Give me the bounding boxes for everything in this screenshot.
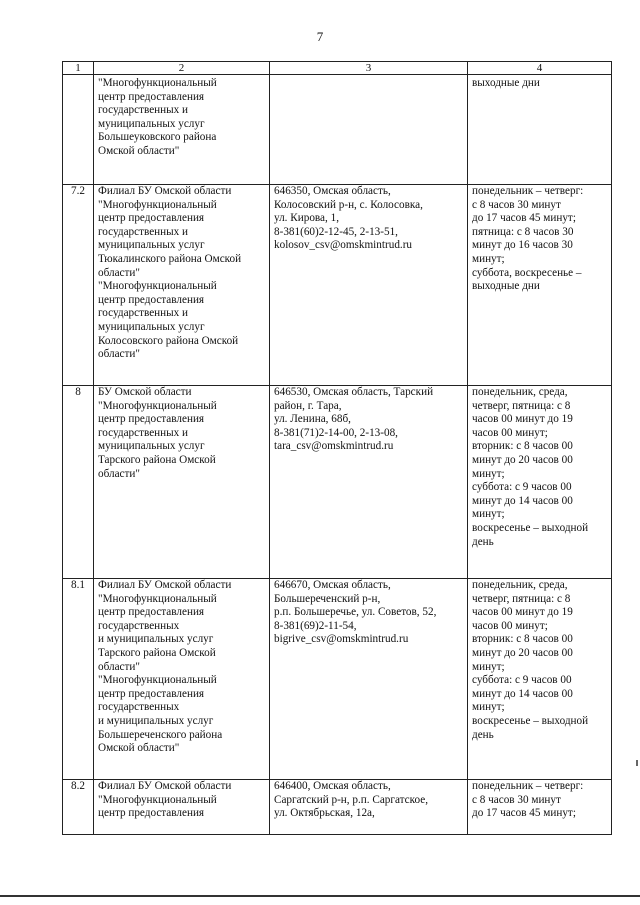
scan-edge-mark	[636, 760, 638, 766]
organization-name: "Многофункциональный центр предоставления государственных и муниципальных услуг Большеуковского района Омской области"	[94, 75, 270, 185]
table-row	[63, 386, 612, 579]
organization-name: БУ Омской области "Многофункциональный центр предоставления государственных и муниципальных услуг Тарского района Омской области"	[94, 386, 270, 579]
services-table	[62, 61, 612, 835]
column-header-3: 3	[270, 62, 468, 75]
address-contacts: 646350, Омская область, Колосовский р-н, с. Колосовка, ул. Кирова, 1, 8-381(60)2-12-45, 2-13-51, kolosov_csv@omskmintrud.ru	[270, 185, 468, 386]
working-hours: понедельник, среда, четверг, пятница: с 8 часов 00 минут до 19 часов 00 минут; вторник: с 8 часов 00 минут до 20 часов 00 минут; суббота: с 9 часов 00 минут до 14 часов 00 минут; воскресенье – выходной день	[468, 386, 612, 579]
working-hours: понедельник – четверг: с 8 часов 30 минут до 17 часов 45 минут;	[468, 780, 612, 835]
table-header-row	[63, 62, 612, 75]
column-header-1: 1	[63, 62, 94, 75]
organization-name: Филиал БУ Омской области "Многофункциональный центр предоставления государственных и муниципальных услуг Тюкалинского района Омской области" "Многофункциональный центр предоставления государственных и муниципальных услуг Колосовского района Омской области"	[94, 185, 270, 386]
address-contacts: 646400, Омская область, Саргатский р-н, р.п. Саргатское, ул. Октябрьская, 12а,	[270, 780, 468, 835]
table-row	[63, 579, 612, 780]
row-number: 8	[63, 386, 94, 579]
column-header-2: 2	[94, 62, 270, 75]
address-contacts: 646530, Омская область, Тарский район, г. Тара, ул. Ленина, 68б, 8-381(71)2-14-00, 2-13-08, tara_csv@omskmintrud.ru	[270, 386, 468, 579]
organization-name: Филиал БУ Омской области "Многофункциональный центр предоставления	[94, 780, 270, 835]
column-header-4: 4	[468, 62, 612, 75]
working-hours: понедельник – четверг: с 8 часов 30 минут до 17 часов 45 минут; пятница: с 8 часов 30 минут до 16 часов 30 минут; суббота, воскресенье – выходные дни	[468, 185, 612, 386]
working-hours: понедельник, среда, четверг, пятница: с 8 часов 00 минут до 19 часов 00 минут; вторник: с 8 часов 00 минут до 20 часов 00 минут; суббота: с 9 часов 00 минут до 14 часов 00 минут; воскресенье – выходной день	[468, 579, 612, 780]
table-row	[63, 780, 612, 835]
page-bottom-rule	[0, 895, 640, 897]
address-contacts: 646670, Омская область, Большереченский р-н, р.п. Большеречье, ул. Советов, 52, 8-381(69)2-11-54, bigrive_csv@omskmintrud.ru	[270, 579, 468, 780]
working-hours: выходные дни	[468, 75, 612, 185]
row-number: 7.2	[63, 185, 94, 386]
row-number: 8.1	[63, 579, 94, 780]
row-number: 8.2	[63, 780, 94, 835]
organization-name: Филиал БУ Омской области "Многофункциональный центр предоставления государственных и муниципальных услуг Тарского района Омской области" "Многофункциональный центр предоставления государственных и муниципальных услуг Большереченского района Омской области"	[94, 579, 270, 780]
page-number: 7	[316, 29, 324, 44]
address-contacts	[270, 75, 468, 185]
table-row	[63, 75, 612, 185]
row-number	[63, 75, 94, 185]
table-row	[63, 185, 612, 386]
